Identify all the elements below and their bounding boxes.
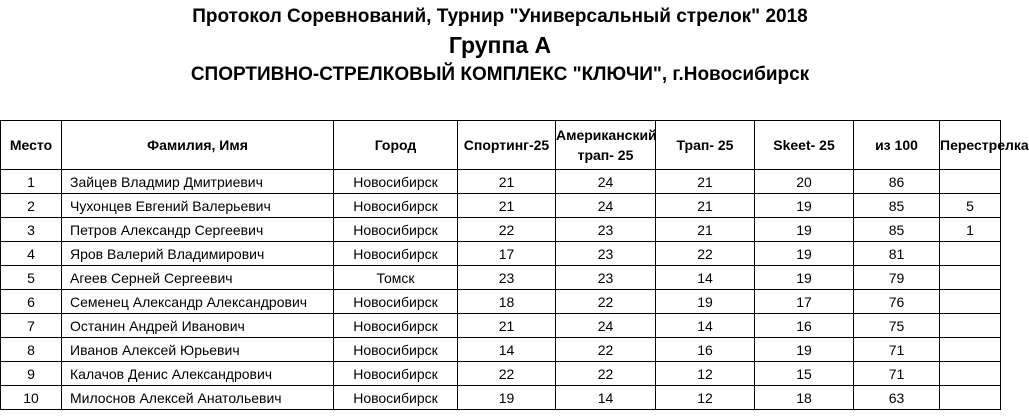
cell-skeet: 19 [755,338,854,362]
cell-total: 75 [854,314,940,338]
cell-city: Томск [334,266,458,290]
cell-name: Петров Александр Сергеевич [62,218,334,242]
cell-place: 2 [1,194,62,218]
cell-american-trap: 14 [556,386,656,410]
cell-shootoff [940,242,1001,266]
cell-name: Агеев Серней Сергеевич [62,266,334,290]
cell-trap: 19 [656,290,755,314]
table-row [1,362,1001,386]
table-row [1,242,1001,266]
cell-trap: 21 [656,218,755,242]
cell-place: 4 [1,242,62,266]
cell-place: 3 [1,218,62,242]
cell-sporting: 23 [458,266,556,290]
column-header-skeet: Skeet- 25 [755,121,854,170]
cell-sporting: 17 [458,242,556,266]
table-row [1,218,1001,242]
cell-total: 71 [854,362,940,386]
cell-trap: 21 [656,194,755,218]
table-row [1,194,1001,218]
cell-trap: 22 [656,242,755,266]
cell-shootoff [940,386,1001,410]
cell-american-trap: 23 [556,266,656,290]
cell-name: Калачов Денис Александрович [62,362,334,386]
cell-sporting: 21 [458,314,556,338]
cell-total: 85 [854,218,940,242]
cell-skeet: 19 [755,218,854,242]
cell-skeet: 16 [755,314,854,338]
column-header-name: Фамилия, Имя [62,121,334,170]
cell-city: Новосибирск [334,242,458,266]
table-row [1,266,1001,290]
cell-shootoff [940,170,1001,194]
results-table [0,120,1029,410]
cell-sporting: 22 [458,218,556,242]
cell-trap: 12 [656,386,755,410]
cell-total: 71 [854,338,940,362]
cell-name: Зайцев Владмир Дмитриевич [62,170,334,194]
cell-skeet: 19 [755,266,854,290]
cell-sporting: 22 [458,362,556,386]
cell-city: Новосибирск [334,314,458,338]
cell-sporting: 18 [458,290,556,314]
document-header [0,0,1000,86]
cell-city: Новосибирск [334,290,458,314]
table-row [1,314,1001,338]
cell-skeet: 20 [755,170,854,194]
cell-name: Семенец Александр Александрович [62,290,334,314]
document-title: Протокол Соревнований, Турнир "Универсальный стрелок" 2018 [192,6,808,27]
cell-american-trap: 23 [556,218,656,242]
cell-place: 1 [1,170,62,194]
cell-place: 10 [1,386,62,410]
cell-shootoff [940,314,1001,338]
cell-city: Новосибирск [334,170,458,194]
cell-sporting: 21 [458,194,556,218]
cell-american-trap: 24 [556,170,656,194]
venue-title: СПОРТИВНО-СТРЕЛКОВЫЙ КОМПЛЕКС "КЛЮЧИ", г.Новосибирск [190,64,810,85]
cell-shootoff [940,266,1001,290]
cell-place: 7 [1,314,62,338]
cell-trap: 14 [656,314,755,338]
cell-american-trap: 22 [556,338,656,362]
cell-name: Иванов Алексей Юрьевич [62,338,334,362]
cell-sporting: 14 [458,338,556,362]
cell-city: Новосибирск [334,194,458,218]
cell-trap: 12 [656,362,755,386]
cell-name: Яров Валерий Владимирович [62,242,334,266]
column-header-american-trap: Американский трап- 25 [556,121,656,170]
cell-shootoff [940,338,1001,362]
cell-name: Останин Андрей Иванович [62,314,334,338]
table-row [1,386,1001,410]
group-title: Группа А [448,32,552,58]
table-row [1,170,1001,194]
cell-skeet: 18 [755,386,854,410]
cell-skeet: 17 [755,290,854,314]
cell-trap: 14 [656,266,755,290]
cell-shootoff [940,290,1001,314]
cell-total: 81 [854,242,940,266]
column-header-shootoff: Перестрелка [940,121,1001,170]
cell-skeet: 19 [755,242,854,266]
cell-place: 9 [1,362,62,386]
cell-sporting: 19 [458,386,556,410]
cell-trap: 21 [656,170,755,194]
cell-trap: 16 [656,338,755,362]
cell-skeet: 15 [755,362,854,386]
column-header-trap: Трап- 25 [656,121,755,170]
cell-shootoff: 1 [940,218,1001,242]
column-header-place: Место [1,121,62,170]
cell-total: 79 [854,266,940,290]
cell-city: Новосибирск [334,362,458,386]
cell-place: 5 [1,266,62,290]
cell-place: 8 [1,338,62,362]
cell-total: 85 [854,194,940,218]
cell-american-trap: 22 [556,290,656,314]
cell-sporting: 21 [458,170,556,194]
cell-shootoff: 5 [940,194,1001,218]
cell-name: Милоснов Алексей Анатольевич [62,386,334,410]
table-header-row [1,121,1001,170]
cell-place: 6 [1,290,62,314]
cell-city: Новосибирск [334,338,458,362]
cell-total: 86 [854,170,940,194]
cell-shootoff [940,362,1001,386]
column-header-total: из 100 [854,121,940,170]
cell-total: 63 [854,386,940,410]
cell-american-trap: 22 [556,362,656,386]
table-row [1,338,1001,362]
cell-total: 76 [854,290,940,314]
cell-american-trap: 24 [556,314,656,338]
cell-american-trap: 24 [556,194,656,218]
table-row [1,290,1001,314]
cell-name: Чухонцев Евгений Валерьевич [62,194,334,218]
cell-skeet: 19 [755,194,854,218]
cell-american-trap: 23 [556,242,656,266]
cell-city: Новосибирск [334,218,458,242]
column-header-city: Город [334,121,458,170]
cell-city: Новосибирск [334,386,458,410]
column-header-sporting: Спортинг-25 [458,121,556,170]
